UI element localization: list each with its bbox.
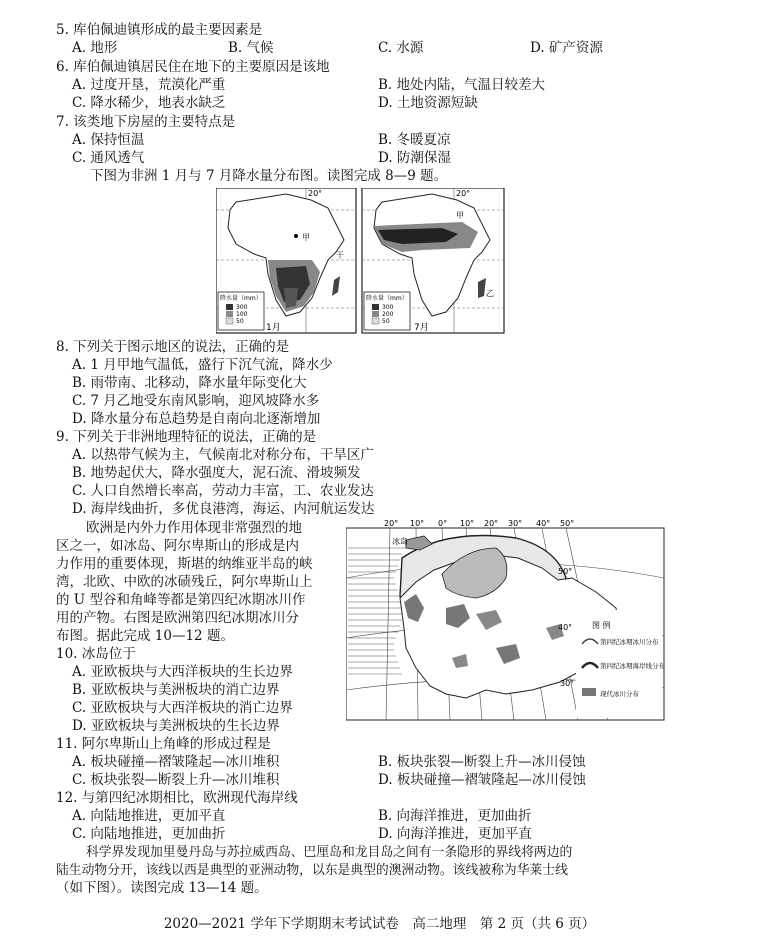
q6-option-c: C. 降水稀少，地表水缺乏 [72, 95, 226, 111]
q6-option-d: D. 土地资源短缺 [378, 95, 478, 111]
jan-legend-val-3: 50 [236, 318, 244, 325]
para-13-14-line-2: 陆生动物分开，该线以西是典型的亚洲动物，以东是典型的澳洲动物。该线被称为华莱士线 [56, 863, 568, 878]
q9-option-a: A. 以热带气候为主，气候南北对称分布，干旱区广 [72, 447, 374, 463]
q12-stem: 12. 与第四纪冰期相比，欧洲现代海岸线 [56, 790, 298, 806]
q12-option-b: B. 向海洋推进，更加曲折 [378, 808, 532, 824]
lon-label-3: 0° [438, 519, 448, 528]
page-footer: 2020—2021 学年下学期期末考试试卷 高二地理 第 2 页（共 6 页） [163, 916, 596, 932]
jul-legend-val-3: 50 [382, 318, 390, 325]
q9-option-c: C. 人口自然增长率高，劳动力丰富，工、农业发达 [72, 483, 374, 499]
lon-label-2: 10° [410, 519, 425, 528]
q7-option-c: C. 通风透气 [72, 150, 145, 166]
q9-stem: 9. 下列关于非洲地理特征的说法，正确的是 [56, 429, 317, 445]
jan-legend-val-2: 100 [236, 311, 248, 318]
europe-glacier-map [346, 518, 666, 722]
q10-option-d: D. 亚欧板块与美洲板块的生长边界 [72, 718, 280, 734]
legend-title: 图 例 [592, 621, 611, 630]
q5-option-b: B. 气候 [228, 40, 274, 56]
para-10-12-line-6: 用的产物。右图是欧洲第四纪冰期冰川分 [56, 610, 299, 626]
q12-option-d: D. 向海洋推进，更加平直 [378, 826, 532, 842]
q5-option-c: C. 水源 [378, 40, 424, 56]
q8-option-a: A. 1 月甲地气温低，盛行下沉气流，降水少 [72, 357, 333, 373]
longitude-labels [384, 519, 574, 528]
q11-option-c: C. 板块张裂—断裂上升—冰川堆积 [72, 772, 280, 788]
intro-8-9: 下图为非洲 1 月与 7 月降水量分布图。读图完成 8—9 题。 [90, 168, 448, 184]
jul-jia-label: 甲 [456, 211, 464, 220]
para-10-12-line-3: 力作用的重要体现，斯堪的纳维亚半岛的峡 [56, 556, 313, 572]
jul-degree-label: 20° [456, 189, 471, 198]
lon-label-1: 20° [384, 519, 399, 528]
q6-option-a: A. 过度开垦，荒漠化严重 [72, 77, 226, 93]
africa-map-january [216, 188, 356, 333]
q5-stem: 5. 库伯佩迪镇形成的最主要因素是 [56, 22, 263, 38]
para-10-12-line-7: 布图。据此完成 10—12 题。 [56, 628, 234, 644]
q9-option-d: D. 海岸线曲折，多优良港湾，海运、内河航运发达 [72, 501, 375, 517]
legend-item-glacier: 第四纪冰期冰川分布 [600, 638, 659, 646]
jul-month-label: 7月 [414, 323, 429, 333]
jan-jia-label: 甲 [302, 233, 310, 242]
legend-item-coastline: 第四纪冰期海岸线分布 [600, 662, 665, 670]
q5-option-d: D. 矿产资源 [530, 40, 603, 56]
q8-stem: 8. 下列关于图示地区的说法，正确的是 [56, 339, 290, 355]
iceland-label: 冰岛 [392, 537, 408, 546]
q10-option-a: A. 亚欧板块与大西洋板块的生长边界 [72, 664, 293, 680]
jul-legend-val-2: 200 [382, 311, 394, 318]
lon-label-5: 20° [484, 519, 499, 528]
q8-option-c: C. 7 月乙地受东南风影响，迎风坡降水多 [72, 393, 320, 409]
para-10-12-line-5: 的 U 型谷和角峰等都是第四纪冰期冰川作 [56, 592, 306, 608]
q11-option-d: D. 板块碰撞—褶皱隆起—冰川侵蚀 [378, 772, 586, 788]
q10-option-b: B. 亚欧板块与美洲板块的消亡边界 [72, 682, 280, 698]
q8-option-d: D. 降水量分布总趋势是自南向北逐渐增加 [72, 411, 321, 427]
jan-legend-title: 降水量（mm） [220, 295, 262, 302]
para-13-14-line-3: （如下图）。读图完成 13—14 题。 [56, 880, 268, 896]
q10-stem: 10. 冰岛位于 [56, 646, 136, 662]
legend-item-modern-glacier: 现代冰川分布 [600, 690, 639, 698]
q7-option-a: A. 保持恒温 [72, 132, 145, 148]
lon-label-4: 10° [460, 519, 475, 528]
jul-yi-label: 乙 [486, 289, 494, 298]
q8-option-b: B. 雨带南、北移动，降水量年际变化大 [72, 375, 307, 391]
jan-legend-val-1: 300 [236, 304, 248, 311]
q6-stem: 6. 库伯佩迪镇居民住在地下的主要原因是该地 [56, 59, 330, 75]
africa-precipitation-maps [216, 188, 506, 334]
q9-option-b: B. 地势起伏大，降水强度大，泥石流、滑坡频发 [72, 465, 361, 481]
para-10-12-line-2: 区之一，如冰岛、阿尔卑斯山的形成是内 [56, 538, 299, 554]
jan-month-label: 1月 [266, 323, 281, 333]
lat-label-30: 30° [560, 679, 575, 688]
para-10-12-line-1: 欧洲是内外力作用体现非常强烈的地 [86, 520, 302, 536]
jul-legend-title: 降水量（mm） [366, 295, 408, 302]
q10-option-c: C. 亚欧板块与大西洋板块的消亡边界 [72, 700, 293, 716]
africa-map-july [362, 188, 504, 333]
jul-legend-val-1: 300 [382, 304, 394, 311]
para-13-14-line-1: 科学界发现加里曼丹岛与苏拉威西岛、巴厘岛和龙目岛之间有一条隐形的界线将两边的 [86, 845, 573, 860]
jan-dry-label: 干 [336, 251, 344, 260]
q7-stem: 7. 该类地下房屋的主要特点是 [56, 114, 236, 130]
q12-option-c: C. 向陆地推进，更加曲折 [72, 826, 226, 842]
lon-label-8: 50° [560, 519, 575, 528]
lat-label-50: 50° [558, 567, 573, 576]
q7-option-d: D. 防潮保湿 [378, 150, 451, 166]
lon-label-6: 30° [508, 519, 523, 528]
q11-option-a: A. 板块碰撞—褶皱隆起—冰川堆积 [72, 754, 280, 770]
q12-option-a: A. 向陆地推进，更加平直 [72, 808, 226, 824]
lat-label-40: 40° [558, 623, 573, 632]
q11-option-b: B. 板块张裂—断裂上升—冰川侵蚀 [378, 754, 586, 770]
para-10-12-line-4: 湾，北欧、中欧的冰碛残丘，阿尔卑斯山上 [56, 574, 313, 590]
q7-option-b: B. 冬暖夏凉 [378, 132, 451, 148]
q11-stem: 11. 阿尔卑斯山上角峰的形成过程是 [56, 736, 271, 752]
q6-option-b: B. 地处内陆，气温日较差大 [378, 77, 546, 93]
lon-label-7: 40° [536, 519, 551, 528]
europe-map-legend [576, 610, 666, 718]
jan-degree-label: 20° [308, 189, 323, 198]
q5-option-a: A. 地形 [72, 40, 118, 56]
